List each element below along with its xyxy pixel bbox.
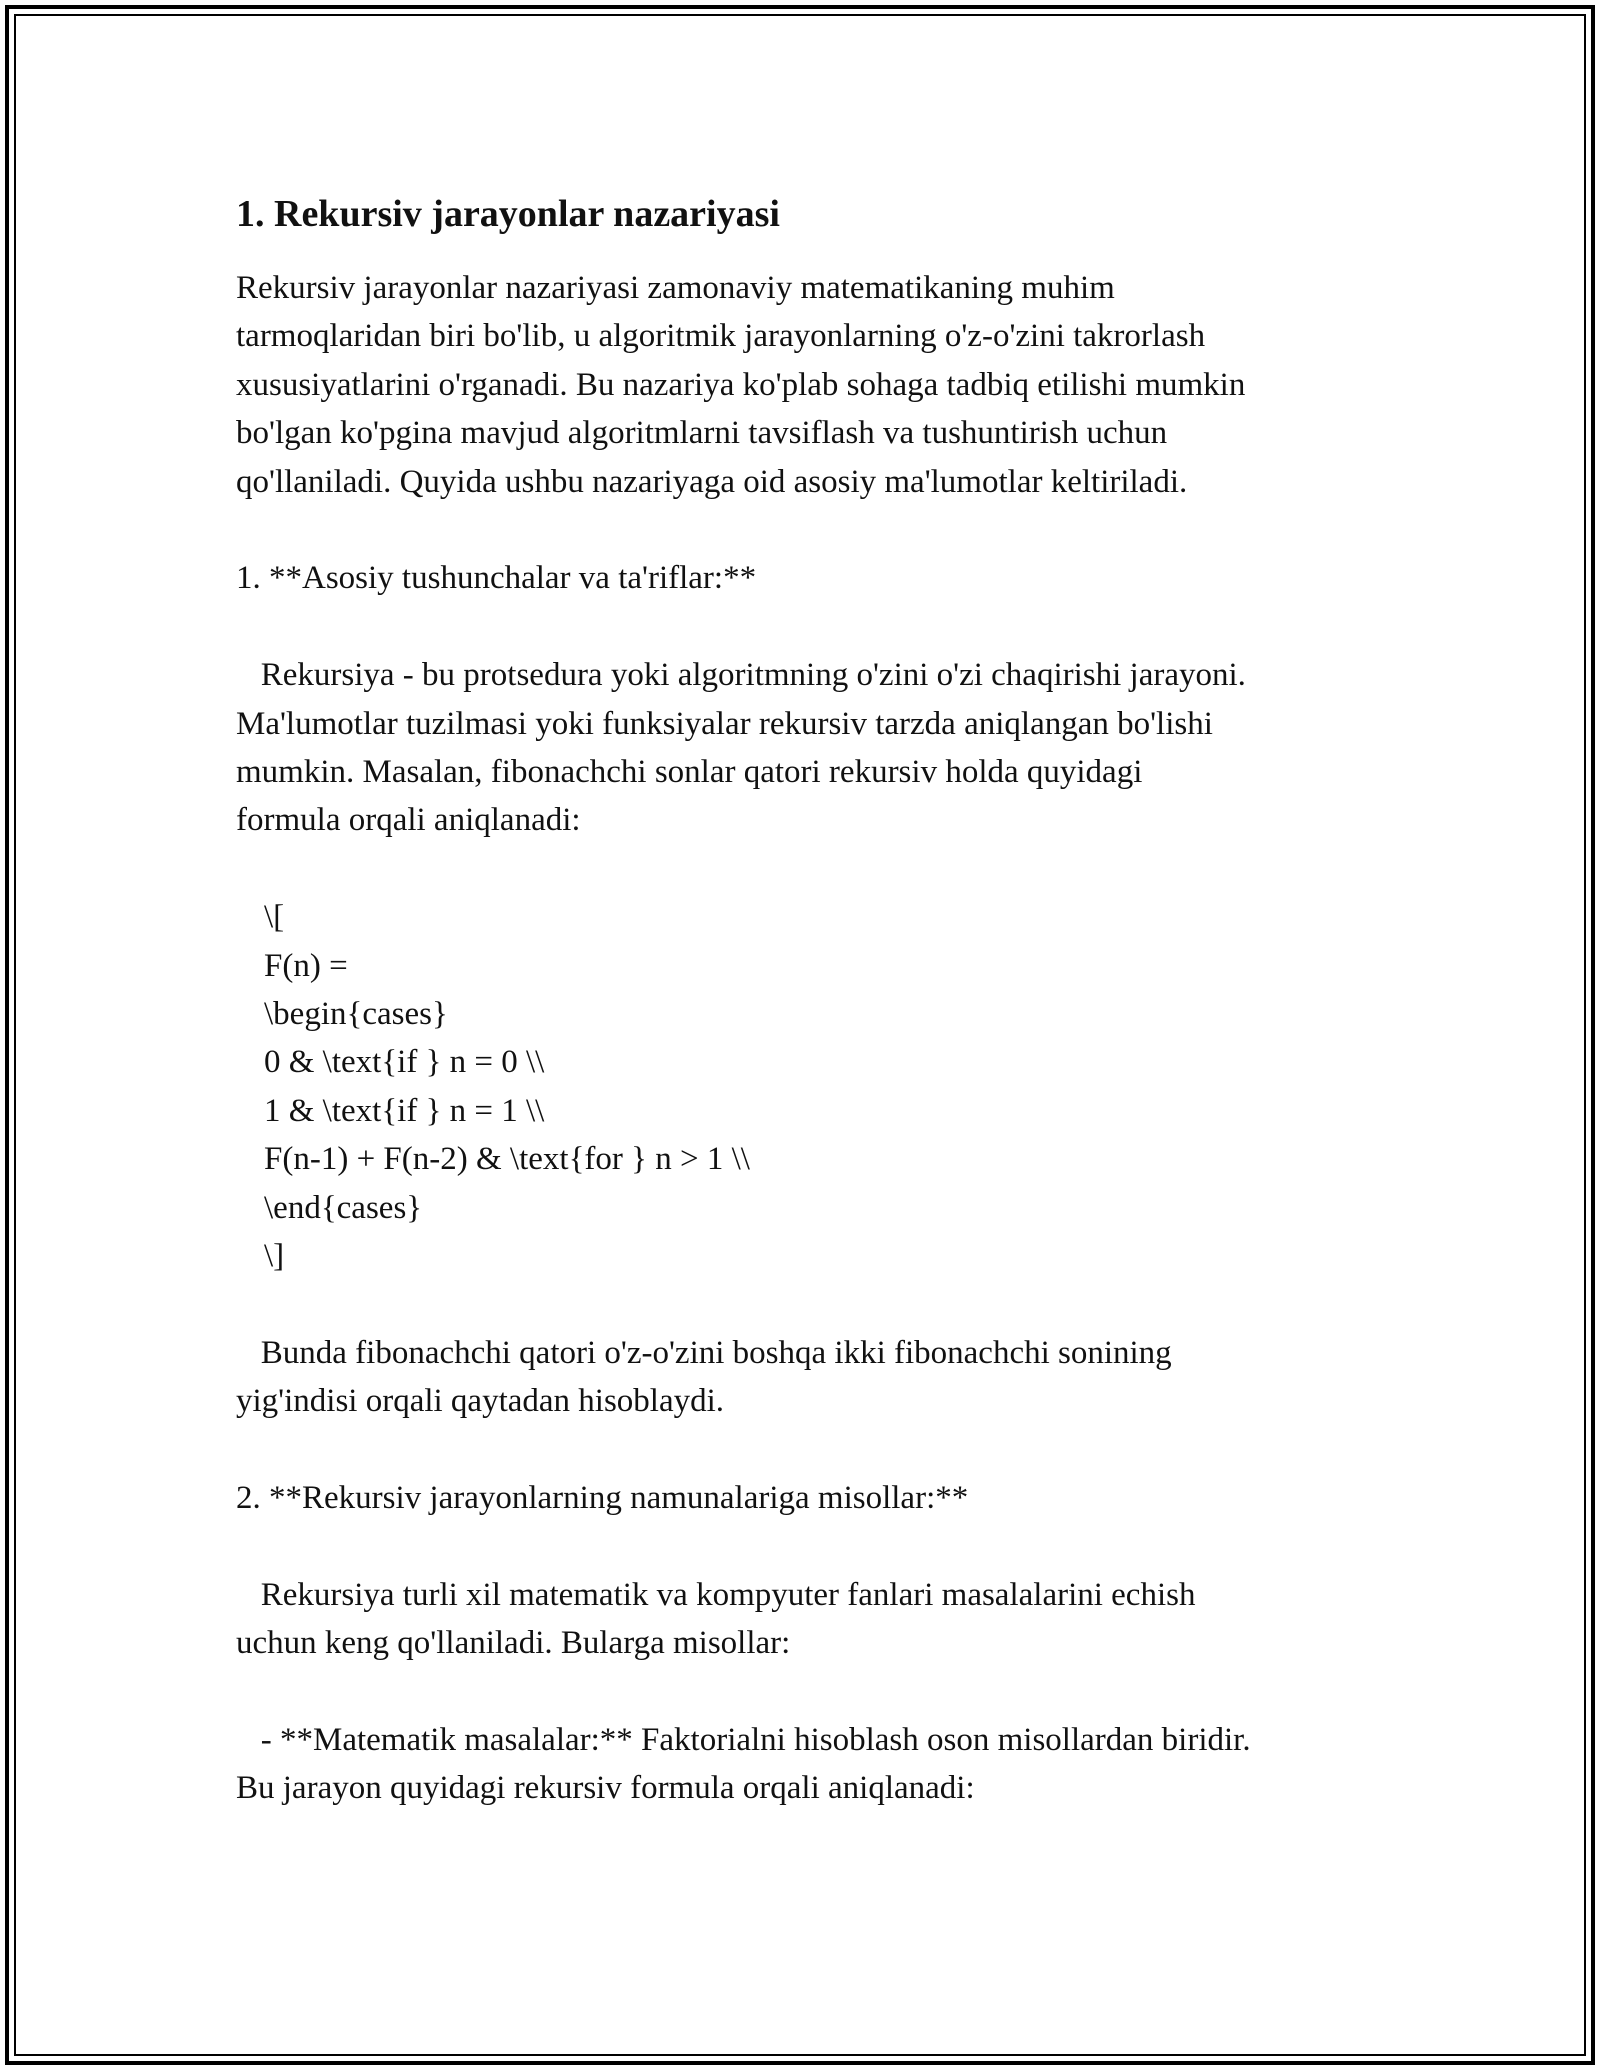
section2-list-item: - **Matematik masalalar:** Faktorialni hisoblash oson misollardan biridir. Bu jarayon quyidagi rekursiv formula orqali aniqlanadi:: [236, 1722, 1251, 1807]
document-heading: 1. Rekursiv jarayonlar nazariyasi: [236, 193, 780, 235]
spacer: [236, 845, 1386, 893]
formula-line: 0 & \text{if } n = 0 \\: [264, 1044, 545, 1081]
spacer: [236, 1522, 1386, 1570]
formula-block: [236, 893, 1386, 1280]
formula-line: 1 & \text{if } n = 1 \\: [264, 1092, 545, 1129]
spacer: [236, 1426, 1386, 1474]
section1-after-paragraph: Bunda fibonachchi qatori o'z-o'zini boshqa ikki fibonachchi sonining yig'indisi orqali qaytadan hisoblaydi.: [236, 1334, 1172, 1420]
section2-paragraph: Rekursiya turli xil matematik va kompyuter fanlari masalalarini echish uchun keng qo'llaniladi. Bularga misollar:: [236, 1576, 1196, 1662]
spacer: [236, 1280, 1386, 1328]
formula-line: \end{cases}: [264, 1189, 423, 1226]
formula-line: F(n-1) + F(n-2) & \text{for } n > 1 \\: [264, 1141, 750, 1178]
document-body: [236, 186, 1386, 1813]
formula-line: \begin{cases}: [264, 996, 448, 1033]
section1-paragraph: Rekursiya - bu protsedura yoki algoritmning o'zini o'zi chaqirishi jarayoni. Ma'lumotlar tuzilmasi yoki funksiyalar rekursiv tarzda aniqlangan bo'lishi mumkin. Masalan, fibonachchi sonlar qatori rekursiv holda quyidagi formula orqali aniqlanadi:: [236, 657, 1246, 839]
spacer: [236, 506, 1386, 554]
intro-paragraph: Rekursiv jarayonlar nazariyasi zamonaviy matematikaning muhim tarmoqlaridan biri bo'lib, u algoritmik jarayonlarning o'z-o'zini takrorlash xususiyatlarini o'rganadi. Bu nazariya ko'plab sohaga tadbiq etilishi mumkin bo'lgan ko'pgina mavjud algoritmlarni tavsiflash va tushuntirish uchun qo'llaniladi. Quyida ushbu nazariyaga oid asosiy ma'lumotlar keltiriladi.: [236, 270, 1246, 500]
spacer: [236, 1668, 1386, 1716]
spacer: [236, 603, 1386, 651]
section1-title: 1. **Asosiy tushunchalar va ta'riflar:**: [236, 560, 757, 597]
section2-title: 2. **Rekursiv jarayonlarning namunalariga misollar:**: [236, 1480, 969, 1517]
formula-line: \]: [264, 1238, 285, 1275]
formula-line: F(n) =: [264, 947, 348, 984]
formula-line: \[: [264, 899, 285, 936]
